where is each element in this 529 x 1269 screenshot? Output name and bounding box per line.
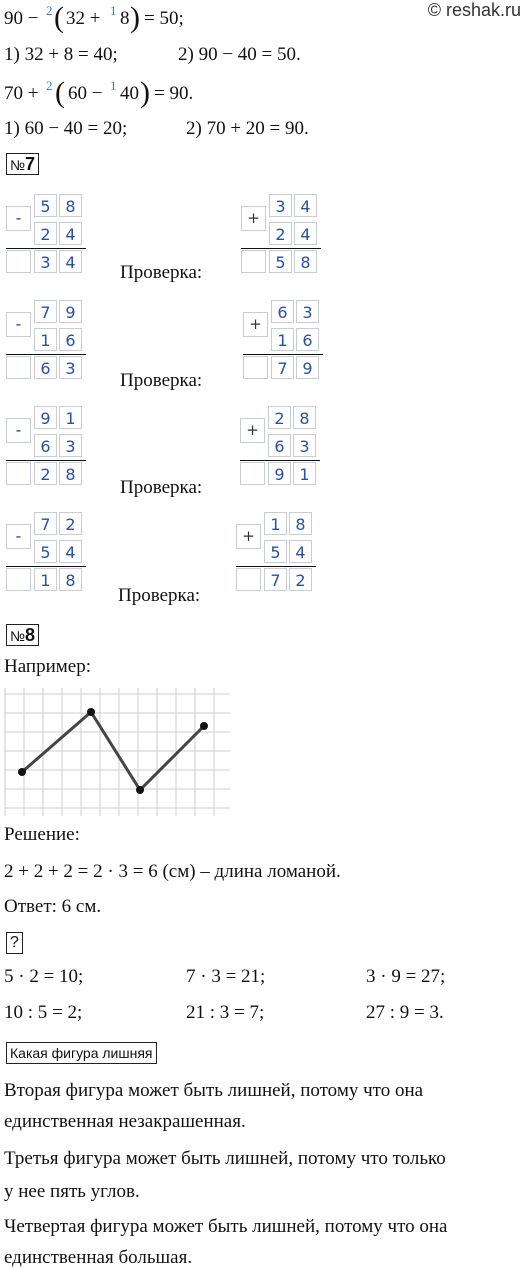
sum-line [240, 460, 320, 461]
vertex-point [136, 786, 144, 794]
digit-cell: 7 [34, 512, 57, 535]
digit-cell: 4 [294, 222, 317, 245]
digit-cell: 2 [34, 222, 57, 245]
site-watermark: © reshak.ru [427, 0, 521, 20]
task-8-label [6, 624, 39, 646]
digit-cell: 3 [59, 356, 82, 379]
digit-cell: 4 [59, 540, 82, 563]
digit-cell: 8 [59, 462, 82, 485]
digit-cell: 8 [293, 406, 316, 429]
blank-cell [241, 250, 266, 273]
polyline-grid [4, 688, 230, 816]
digit-cell: 7 [34, 300, 57, 323]
sum-line [236, 566, 316, 567]
odd-figure-p1b: единственная незакрашенная. [4, 1111, 246, 1132]
task-7-prefix: № [10, 157, 26, 173]
vertex-point [87, 708, 95, 716]
digit-cell: 6 [59, 328, 82, 351]
task-8-answer: Ответ: 6 см. [4, 896, 102, 917]
digit-cell: 9 [296, 356, 319, 379]
digit-cell: 6 [271, 300, 294, 323]
digit-cell: 9 [59, 300, 82, 323]
digit-cell: 1 [59, 406, 82, 429]
blank-cell [6, 568, 31, 591]
blank-cell [236, 568, 261, 591]
eq2-order-1: 1 [110, 78, 117, 93]
blank-cell [243, 356, 268, 379]
question-label: ? [6, 932, 23, 954]
eq1-part-a: 90 − [4, 8, 39, 29]
digit-cell: 1 [34, 568, 57, 591]
digit-cell: 4 [59, 222, 82, 245]
eq2-close-paren: ) [140, 76, 150, 109]
digit-cell: 4 [59, 250, 82, 273]
digit-cell: 4 [294, 194, 317, 217]
eq1-step-1: 1) 32 + 8 = 40; [4, 44, 118, 65]
blank-cell [6, 462, 31, 485]
digit-cell: 6 [34, 356, 57, 379]
digit-cell: 7 [271, 356, 294, 379]
eq1-order-1: 1 [110, 3, 117, 18]
sum-line [6, 460, 86, 461]
minus-sign: - [6, 418, 31, 443]
task-8-example-label: Например: [4, 656, 91, 677]
task-8-solution-label: Решение: [4, 824, 80, 845]
eq1-close-paren: ) [130, 1, 140, 34]
odd-figure-p3b: единственная большая. [4, 1247, 193, 1268]
blank-cell [6, 250, 31, 273]
q-row1-c3: 3 · 9 = 27; [366, 966, 446, 987]
eq2-part-a: 70 + [4, 83, 39, 104]
digit-cell: 5 [269, 250, 292, 273]
q-row1-c1: 5 · 2 = 10; [4, 966, 84, 987]
sum-line [241, 248, 321, 249]
task-7-number: 7 [25, 154, 36, 174]
plus-sign: + [241, 206, 266, 231]
digit-cell: 3 [34, 250, 57, 273]
vertex-point [18, 768, 26, 776]
blank-cell [240, 462, 265, 485]
digit-cell: 3 [296, 300, 319, 323]
sum-line [243, 354, 323, 355]
digit-cell: 6 [296, 328, 319, 351]
odd-figure-p3a: Четвертая фигура может быть лишней, потому что она [4, 1216, 448, 1237]
eq1-part-b: 32 + [66, 8, 101, 29]
digit-cell: 2 [34, 462, 57, 485]
digit-cell: 5 [264, 540, 287, 563]
odd-figure-p1a: Вторая фигура может быть лишней, потому что она [4, 1080, 424, 1101]
digit-cell: 3 [59, 434, 82, 457]
digit-cell: 9 [268, 462, 291, 485]
eq2-step-2: 2) 70 + 20 = 90. [186, 118, 309, 139]
digit-cell: 8 [59, 568, 82, 591]
check-label: Проверка: [120, 370, 203, 391]
vertex-point [200, 722, 208, 730]
digit-cell: 1 [271, 328, 294, 351]
plus-sign: + [243, 312, 268, 337]
eq1-step-2: 2) 90 − 40 = 50. [178, 44, 301, 65]
digit-cell: 2 [268, 406, 291, 429]
digit-cell: 8 [59, 194, 82, 217]
q-row2-c2: 21 : 3 = 7; [186, 1002, 265, 1023]
digit-cell: 3 [269, 194, 292, 217]
check-label: Проверка: [118, 585, 201, 606]
digit-cell: 3 [293, 434, 316, 457]
digit-cell: 2 [59, 512, 82, 535]
digit-cell: 6 [34, 434, 57, 457]
odd-figure-p2a: Третья фигура может быть лишней, потому что только [4, 1148, 446, 1169]
q-row1-c2: 7 · 3 = 21; [186, 966, 266, 987]
digit-cell: 1 [34, 328, 57, 351]
digit-cell: 5 [34, 540, 57, 563]
eq2-part-c: 40 [120, 83, 139, 104]
digit-cell: 5 [34, 194, 57, 217]
odd-figure-label: Какая фигура лишняя [6, 1042, 157, 1064]
eq2-step-1: 1) 60 − 40 = 20; [4, 118, 128, 139]
eq1-part-c: 8 [120, 8, 130, 29]
eq1-order-2: 2 [46, 3, 53, 18]
minus-sign: - [6, 524, 31, 549]
digit-cell: 7 [264, 568, 287, 591]
sum-line [6, 354, 86, 355]
q-row2-c1: 10 : 5 = 2; [4, 1002, 83, 1023]
digit-cell: 8 [294, 250, 317, 273]
eq1-open-paren: ( [54, 1, 64, 34]
check-label: Проверка: [120, 477, 203, 498]
minus-sign: - [6, 312, 31, 337]
eq2-open-paren: ( [55, 76, 65, 109]
digit-cell: 1 [264, 512, 287, 535]
plus-sign: + [240, 418, 265, 443]
eq2-part-d: = 90. [154, 83, 194, 104]
task-8-number: 8 [25, 625, 36, 645]
task-7-label [6, 153, 39, 175]
sum-line [6, 566, 86, 567]
digit-cell: 4 [289, 540, 312, 563]
plus-sign: + [236, 524, 261, 549]
odd-figure-p2b: у нее пять углов. [4, 1181, 140, 1202]
task-8-prefix: № [10, 628, 26, 644]
digit-cell: 2 [289, 568, 312, 591]
digit-cell: 2 [269, 222, 292, 245]
sum-line [6, 248, 86, 249]
digit-cell: 6 [268, 434, 291, 457]
task-8-calculation: 2 + 2 + 2 = 2 · 3 = 6 (см) – длина ломаной. [4, 861, 341, 882]
eq2-part-b: 60 − [68, 83, 103, 104]
digit-cell: 9 [34, 406, 57, 429]
eq2-order-2: 2 [46, 78, 53, 93]
q-row2-c3: 27 : 9 = 3. [366, 1002, 444, 1023]
check-label: Проверка: [120, 262, 203, 283]
digit-cell: 8 [289, 512, 312, 535]
minus-sign: - [6, 206, 31, 231]
digit-cell: 1 [293, 462, 316, 485]
blank-cell [6, 356, 31, 379]
eq1-part-d: = 50; [144, 8, 184, 29]
